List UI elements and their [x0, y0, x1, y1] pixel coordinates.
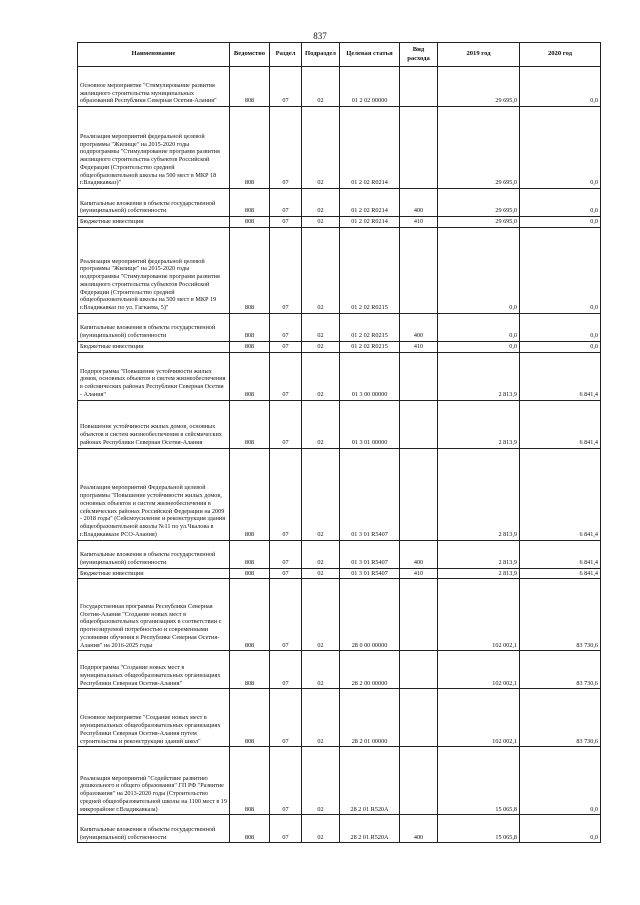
row-name: Бюджетные инвестиции	[78, 217, 230, 228]
row-subsection: 02	[302, 448, 340, 540]
row-name: Повышение устойчивости жилых домов, основных объектов и систем жизнеобеспечения в сейсмических районах Республики Северная Осетия-Алания	[78, 400, 230, 448]
row-expense-type: 400	[400, 189, 438, 217]
row-department: 808	[230, 448, 270, 540]
row-department: 808	[230, 313, 270, 341]
header-target-article: Целевая статья	[340, 43, 400, 67]
row-name: Реализация мероприятий "Содействие развитию дошкольного и общего образования" ГП РФ "Развитие образования" на 2013-2020 годы (Строительство средней общеобразовательной школы на 1100 мест в 19 микрорайоне г.Владикавказа)	[78, 747, 230, 815]
row-target-article: 28 2 01 R520A	[340, 747, 400, 815]
header-section: Раздел	[270, 43, 302, 67]
table-row	[78, 689, 601, 747]
row-amount-2020: 83 730,6	[520, 579, 601, 651]
row-amount-2020: 6 841,4	[520, 352, 601, 400]
row-expense-type: 410	[400, 341, 438, 352]
row-target-article: 01 3 01 R5407	[340, 540, 400, 568]
row-section: 07	[270, 341, 302, 352]
row-expense-type	[400, 67, 438, 107]
row-target-article: 01 2 02 00000	[340, 67, 400, 107]
row-section: 07	[270, 217, 302, 228]
row-amount-2020: 0,0	[520, 217, 601, 228]
row-expense-type	[400, 579, 438, 651]
row-department: 808	[230, 227, 270, 313]
row-section: 07	[270, 67, 302, 107]
row-section: 07	[270, 689, 302, 747]
row-section: 07	[270, 352, 302, 400]
row-subsection: 02	[302, 689, 340, 747]
table-row	[78, 313, 601, 341]
row-department: 808	[230, 107, 270, 189]
row-section: 07	[270, 189, 302, 217]
row-target-article: 28 0 00 00000	[340, 579, 400, 651]
row-amount-2019: 15 065,8	[438, 747, 520, 815]
row-subsection: 02	[302, 747, 340, 815]
row-target-article: 01 2 02 R0214	[340, 217, 400, 228]
row-target-article: 28 2 01 R520A	[340, 815, 400, 843]
row-name: Основное мероприятие "Создание новых мест в муниципальных общеобразовательных организациях Республики Северная Осетия-Алания путем строительства и реконструкции зданий школ"	[78, 689, 230, 747]
row-subsection: 02	[302, 189, 340, 217]
table-row	[78, 189, 601, 217]
row-amount-2019: 29 695,0	[438, 189, 520, 217]
row-target-article: 01 2 02 R0215	[340, 313, 400, 341]
row-section: 07	[270, 227, 302, 313]
row-expense-type	[400, 448, 438, 540]
row-amount-2019: 102 002,1	[438, 579, 520, 651]
row-section: 07	[270, 400, 302, 448]
budget-table	[77, 42, 601, 843]
row-amount-2019: 0,0	[438, 313, 520, 341]
row-expense-type: 400	[400, 540, 438, 568]
row-target-article: 28 2 00 00000	[340, 651, 400, 689]
row-name: Основное мероприятие "Стимулирование развития жилищного строительства муниципальных образований Республики Северная Осетия-Алания"	[78, 67, 230, 107]
row-expense-type: 400	[400, 313, 438, 341]
row-name: Капитальные вложения в объекты государственной (муниципальной) собственности	[78, 540, 230, 568]
table-row	[78, 651, 601, 689]
row-expense-type	[400, 352, 438, 400]
row-amount-2019: 29 695,0	[438, 67, 520, 107]
table-row	[78, 227, 601, 313]
table-row	[78, 67, 601, 107]
row-amount-2019: 102 002,1	[438, 689, 520, 747]
row-expense-type	[400, 689, 438, 747]
row-department: 808	[230, 568, 270, 579]
table-row	[78, 448, 601, 540]
table-row	[78, 568, 601, 579]
row-subsection: 02	[302, 579, 340, 651]
row-amount-2020: 0,0	[520, 815, 601, 843]
row-name: Реализация мероприятий федеральной целевой программы "Жилище" на 2015-2020 годы подпрограммы "Стимулирование программ развития жилищного строительства субъектов Российской Федерации (Строительство средней общеобразовательной школы на 500 мест в МКР 18 г.Владикавказ)"	[78, 107, 230, 189]
row-amount-2019: 29 695,0	[438, 217, 520, 228]
row-amount-2020: 0,0	[520, 747, 601, 815]
header-name: Наименование	[78, 43, 230, 67]
row-name: Капитальные вложения в объекты государственной (муниципальной) собственности	[78, 189, 230, 217]
row-name: Бюджетные инвестиции	[78, 341, 230, 352]
row-subsection: 02	[302, 67, 340, 107]
row-department: 808	[230, 67, 270, 107]
row-name: Бюджетные инвестиции	[78, 568, 230, 579]
row-department: 808	[230, 352, 270, 400]
row-amount-2019: 29 695,0	[438, 107, 520, 189]
row-expense-type: 400	[400, 815, 438, 843]
table-row	[78, 352, 601, 400]
row-department: 808	[230, 579, 270, 651]
row-amount-2020: 0,0	[520, 341, 601, 352]
row-expense-type: 410	[400, 568, 438, 579]
row-target-article: 01 2 02 R0214	[340, 107, 400, 189]
row-amount-2019: 0,0	[438, 227, 520, 313]
row-section: 07	[270, 313, 302, 341]
row-name: Подпрограмма "Создание новых мест в муниципальных общеобразовательных организациях Республики Северная Осетия-Алания"	[78, 651, 230, 689]
header-year-2020: 2020 год	[520, 43, 601, 67]
row-name: Подпрограмма "Повышение устойчивости жилых домов, основных объектов и систем жизнеобеспечения в сейсмических районах Республики Северная Осетия - Алания"	[78, 352, 230, 400]
row-section: 07	[270, 568, 302, 579]
row-section: 07	[270, 815, 302, 843]
row-amount-2020: 0,0	[520, 313, 601, 341]
row-amount-2020: 6 841,4	[520, 448, 601, 540]
row-amount-2020: 0,0	[520, 189, 601, 217]
row-expense-type	[400, 651, 438, 689]
row-amount-2020: 0,0	[520, 107, 601, 189]
row-amount-2020: 83 730,6	[520, 651, 601, 689]
row-subsection: 02	[302, 313, 340, 341]
row-amount-2020: 6 841,4	[520, 568, 601, 579]
table-row	[78, 747, 601, 815]
row-subsection: 02	[302, 540, 340, 568]
row-target-article: 01 3 01 R5407	[340, 568, 400, 579]
header-department: Ведомство	[230, 43, 270, 67]
row-subsection: 02	[302, 107, 340, 189]
table-row	[78, 341, 601, 352]
row-subsection: 02	[302, 341, 340, 352]
row-amount-2020: 83 730,6	[520, 689, 601, 747]
header-row	[78, 43, 601, 67]
header-subsection: Подраздел	[302, 43, 340, 67]
row-amount-2020: 0,0	[520, 227, 601, 313]
row-amount-2019: 2 813,9	[438, 568, 520, 579]
row-target-article: 01 2 02 R0215	[340, 227, 400, 313]
row-section: 07	[270, 540, 302, 568]
row-expense-type	[400, 747, 438, 815]
row-subsection: 02	[302, 400, 340, 448]
row-amount-2020: 0,0	[520, 67, 601, 107]
row-amount-2019: 15 065,8	[438, 815, 520, 843]
row-name: Капитальные вложения в объекты государственной (муниципальной) собственности	[78, 815, 230, 843]
row-subsection: 02	[302, 227, 340, 313]
row-amount-2020: 6 841,4	[520, 540, 601, 568]
table-row	[78, 815, 601, 843]
row-department: 808	[230, 540, 270, 568]
row-subsection: 02	[302, 217, 340, 228]
header-year-2019: 2019 год	[438, 43, 520, 67]
row-name: Капитальные вложения в объекты государственной (муниципальной) собственности	[78, 313, 230, 341]
page-number: 837	[313, 31, 327, 41]
table-row	[78, 540, 601, 568]
row-target-article: 01 3 00 00000	[340, 352, 400, 400]
row-subsection: 02	[302, 568, 340, 579]
header-expense-type: Вид расхода	[400, 43, 438, 67]
row-expense-type	[400, 107, 438, 189]
row-section: 07	[270, 747, 302, 815]
row-department: 808	[230, 189, 270, 217]
row-subsection: 02	[302, 815, 340, 843]
row-department: 808	[230, 341, 270, 352]
row-section: 07	[270, 107, 302, 189]
row-department: 808	[230, 400, 270, 448]
row-target-article: 01 2 02 R0214	[340, 189, 400, 217]
row-target-article: 01 2 02 R0215	[340, 341, 400, 352]
row-amount-2019: 102 002,1	[438, 651, 520, 689]
row-target-article: 28 2 01 00000	[340, 689, 400, 747]
row-amount-2019: 0,0	[438, 341, 520, 352]
row-amount-2020: 6 841,4	[520, 400, 601, 448]
row-section: 07	[270, 448, 302, 540]
row-name: Государственная программа Республики Северная Осетия-Алания "Создание новых мест в общеобразовательных организациях в соответствии с прогнозируемой потребностью и современными условиями обучения в Республике Северная Осетия-Алания" на 2016-2025 годы	[78, 579, 230, 651]
row-department: 808	[230, 815, 270, 843]
table-row	[78, 217, 601, 228]
row-name: Реализация мероприятий Федеральной целевой программы "Повышение устойчивости жилых домов, основных объектов и систем жизнеобеспечения в сейсмических районах Российской Федерации на 2009 - 2018 годы" (Сейсмоусиление и реконструкция здания общеобразовательной школы №11 по ул.Чкалова в г.Владикавказе РСО-Алания)	[78, 448, 230, 540]
row-subsection: 02	[302, 352, 340, 400]
row-subsection: 02	[302, 651, 340, 689]
table-row	[78, 579, 601, 651]
row-amount-2019: 2 813,9	[438, 448, 520, 540]
row-department: 808	[230, 747, 270, 815]
row-expense-type	[400, 227, 438, 313]
row-amount-2019: 2 813,9	[438, 352, 520, 400]
row-amount-2019: 2 813,9	[438, 540, 520, 568]
table-row	[78, 400, 601, 448]
row-target-article: 01 3 01 00000	[340, 400, 400, 448]
row-section: 07	[270, 651, 302, 689]
row-expense-type	[400, 400, 438, 448]
row-department: 808	[230, 651, 270, 689]
row-target-article: 01 3 01 R5407	[340, 448, 400, 540]
row-expense-type: 410	[400, 217, 438, 228]
row-department: 808	[230, 217, 270, 228]
row-name: Реализация мероприятий федеральной целевой программы "Жилище" на 2015-2020 годы подпрограммы "Стимулирование программ развития жилищного строительства субъектов Российской Федерации (Строительство средней общеобразовательной школы на 500 мест в МКР 19 г.Владикавказ по ул. Гагкаева, 5)"	[78, 227, 230, 313]
row-section: 07	[270, 579, 302, 651]
table-row	[78, 107, 601, 189]
row-department: 808	[230, 689, 270, 747]
row-amount-2019: 2 813,9	[438, 400, 520, 448]
